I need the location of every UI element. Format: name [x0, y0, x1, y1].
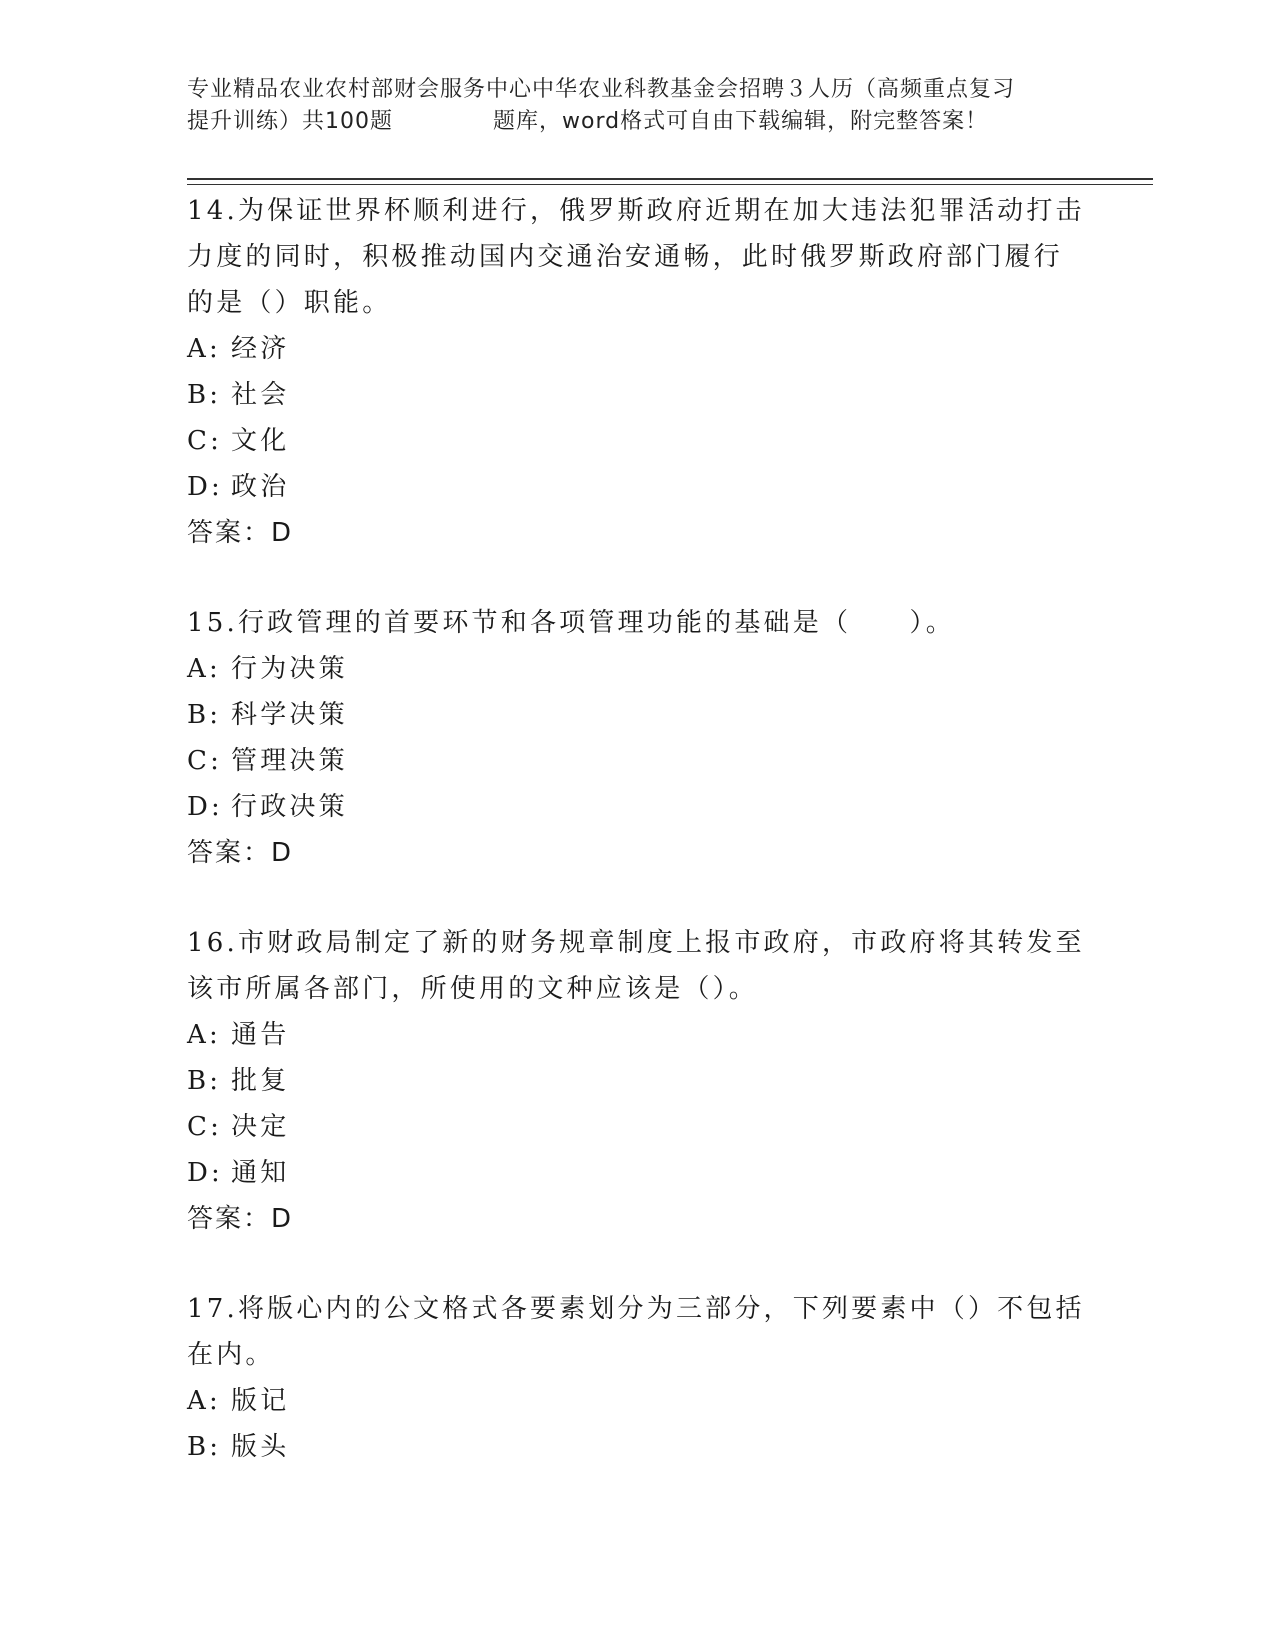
- question-stem-line: 17.将版心内的公文格式各要素划分为三部分，下列要素中（）不包括: [187, 1294, 1085, 1324]
- option-letter: C:: [187, 746, 223, 776]
- option-d: [187, 1150, 1087, 1196]
- option-b: [187, 372, 1087, 418]
- option-text: 版头: [231, 1432, 290, 1462]
- option-letter: A:: [187, 654, 221, 684]
- option-letter: B:: [187, 380, 222, 410]
- header-line-2: [187, 106, 1087, 138]
- option-letter: B:: [187, 1066, 222, 1096]
- header-rule-thick: [187, 178, 1153, 180]
- option-text: 决定: [231, 1112, 290, 1142]
- question-17: [187, 1286, 1087, 1470]
- question-14: [187, 188, 1087, 556]
- option-text: 经济: [231, 334, 290, 364]
- option-a: [187, 326, 1087, 372]
- option-text: 通告: [231, 1020, 290, 1050]
- header-line-1: 专业精品农业农村部财会服务中心中华农业科教基金会招聘３人历（高频重点复习: [187, 77, 1016, 102]
- option-b: [187, 1058, 1087, 1104]
- option-b: [187, 692, 1087, 738]
- question-stem-line: 的是（）职能。: [187, 288, 392, 318]
- answer-label: 答案：D: [187, 838, 294, 868]
- header-line-2-part-1: 提升训练）共100题: [187, 109, 393, 134]
- option-letter: A:: [187, 334, 221, 364]
- option-text: 科学决策: [231, 700, 348, 730]
- question-stem-line: 该市所属各部门，所使用的文种应该是（）。: [187, 974, 759, 1004]
- option-letter: D:: [187, 792, 224, 822]
- option-c: [187, 1104, 1087, 1150]
- question-15: [187, 600, 1087, 876]
- question-16: [187, 920, 1087, 1242]
- option-a: [187, 1378, 1087, 1424]
- option-letter: A:: [187, 1020, 221, 1050]
- header-rule-thin: [187, 184, 1153, 185]
- option-text: 社会: [231, 380, 290, 410]
- question-stem-line: 14.为保证世界杯顺利进行，俄罗斯政府近期在加大违法犯罪活动打击: [187, 196, 1085, 226]
- question-stem-line: 16.市财政局制定了新的财务规章制度上报市政府，市政府将其转发至: [187, 928, 1085, 958]
- question-stem-line: 在内。: [187, 1340, 275, 1370]
- question-list: [187, 188, 1087, 1514]
- question-stem-line: 15.行政管理的首要环节和各项管理功能的基础是（ ）。: [187, 608, 955, 638]
- option-text: 政治: [231, 472, 290, 502]
- option-letter: C:: [187, 1112, 223, 1142]
- option-a: [187, 646, 1087, 692]
- question-stem-line: 力度的同时，积极推动国内交通治安通畅，此时俄罗斯政府部门履行: [187, 242, 1064, 272]
- option-text: 文化: [231, 426, 290, 456]
- option-c: [187, 418, 1087, 464]
- document-header: [187, 74, 1087, 138]
- option-letter: A:: [187, 1386, 221, 1416]
- option-letter: B:: [187, 700, 222, 730]
- option-letter: D:: [187, 1158, 224, 1188]
- option-text: 批复: [231, 1066, 290, 1096]
- option-text: 行为决策: [231, 654, 348, 684]
- option-text: 版记: [231, 1386, 290, 1416]
- option-c: [187, 738, 1087, 784]
- option-a: [187, 1012, 1087, 1058]
- header-line-2-part-2: 题库，word格式可自由下载编辑，附完整答案！: [493, 109, 989, 134]
- option-letter: D:: [187, 472, 224, 502]
- option-letter: B:: [187, 1432, 222, 1462]
- option-d: [187, 464, 1087, 510]
- option-d: [187, 784, 1087, 830]
- option-text: 管理决策: [231, 746, 348, 776]
- option-text: 行政决策: [231, 792, 348, 822]
- option-b: [187, 1424, 1087, 1470]
- answer-label: 答案：D: [187, 518, 294, 548]
- option-text: 通知: [231, 1158, 290, 1188]
- option-letter: C:: [187, 426, 223, 456]
- answer-label: 答案：D: [187, 1204, 294, 1234]
